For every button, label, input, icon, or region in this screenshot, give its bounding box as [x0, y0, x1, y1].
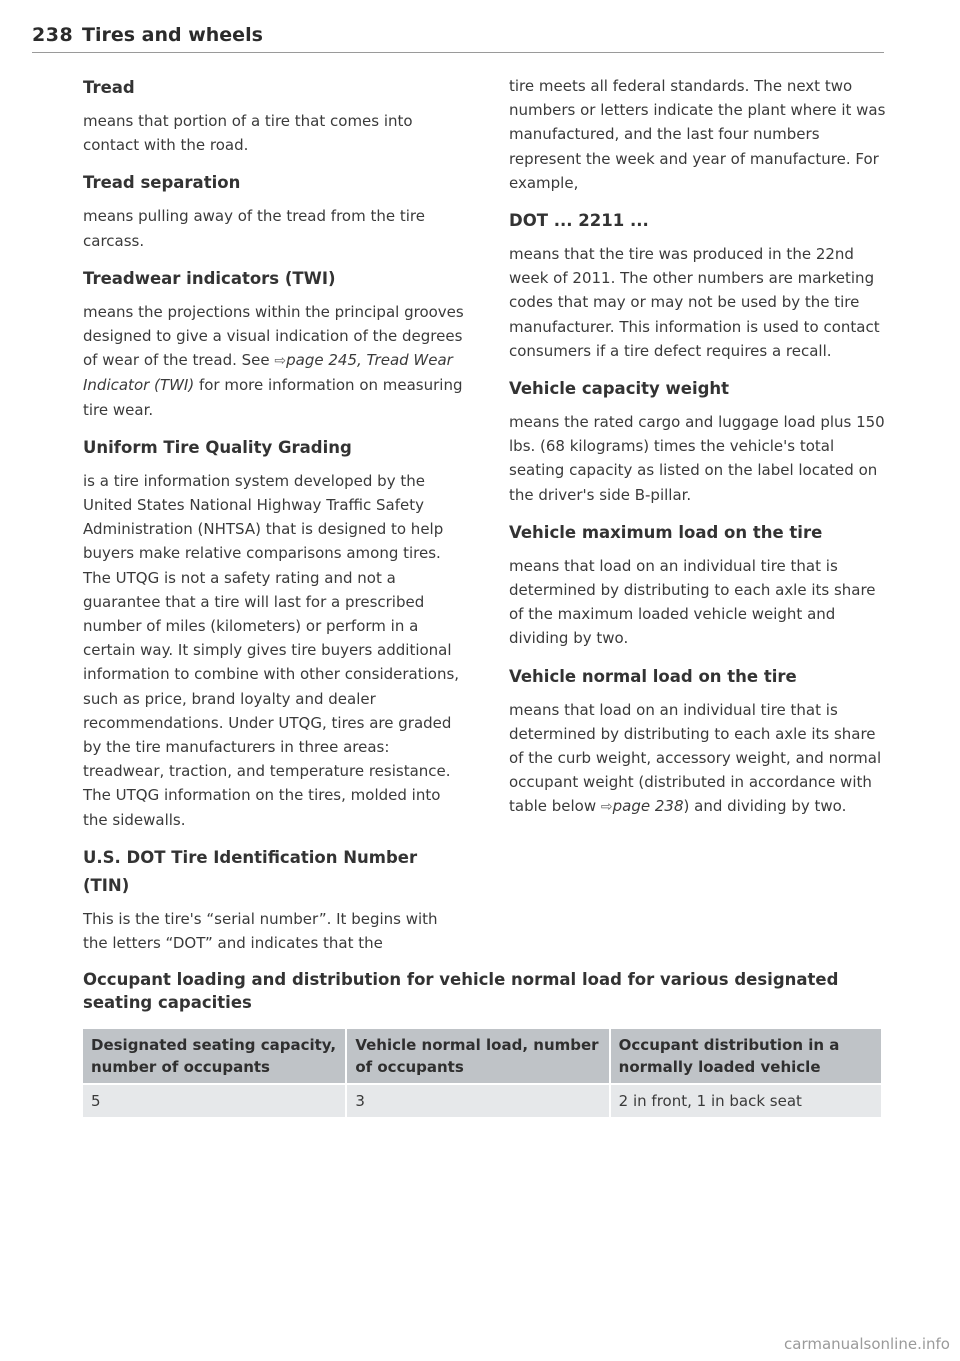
normal-load-text-end: ) and dividing by two.: [683, 797, 847, 816]
text-dot-example: means that the tire was produced in the 22nd week of 2011. The other numbers are marketing codes that may or may not be used by the tire manufacturer. This information is used to contact consumers if a tire defect requires a recall.: [509, 245, 880, 360]
page-reference-link[interactable]: page 238: [612, 797, 684, 816]
heading-vehicle-normal-load: Vehicle normal load on the tire: [509, 666, 797, 686]
page-reference-link[interactable]: page 245, Tread Wear Indicator (TWI): [83, 351, 453, 395]
page-number: 238: [32, 24, 74, 46]
table-cell: 5: [83, 1084, 346, 1117]
text-tread: means that portion of a tire that comes into contact with the road.: [83, 112, 413, 155]
treadwear-text-start: means the projections within the principal grooves designed to give a visual indication of the degrees of wear of the tread. See: [83, 302, 464, 370]
normal-load-text-start: means that load on an individual tire that is determined by distributing to each axle its share of the curb weight, accessory weight, and normal occupant weight (distributed in accordance with table below: [509, 700, 882, 816]
page-header: [32, 22, 884, 52]
heading-tread-separation: Tread separation: [83, 173, 241, 193]
text-vehicle-normal-load: [509, 698, 891, 820]
text-tread-separation: means pulling away of the tread from the tire carcass.: [83, 207, 425, 250]
text-vehicle-capacity-weight: means the rated cargo and luggage load plus 150 lbs. (68 kilograms) times the vehicle's total seating capacity as listed on the label located on the driver's side B-pillar.: [509, 413, 885, 504]
column-header-normal-load: Vehicle normal load, number of occupants: [346, 1029, 609, 1084]
table-row: [83, 1084, 881, 1117]
table-cell: 3: [346, 1084, 609, 1117]
text-dot-tin: This is the tire's “serial number”. It begins with the letters “DOT” and indicates that the: [83, 909, 438, 953]
table-header-row: [83, 1029, 881, 1084]
table-title: Occupant loading and distribution for vehicle normal load for various designated seating capacities: [83, 970, 839, 1012]
treadwear-text-end: for more information on measuring tire wear.: [83, 376, 463, 419]
table-cell: 2 in front, 1 in back seat: [610, 1084, 881, 1117]
dot-example-code: DOT ... 2211 ...: [509, 211, 649, 231]
watermark: carmanualsonline.info: [784, 1335, 950, 1353]
column-header-occupant-distribution: Occupant distribution in a normally loaded vehicle: [610, 1029, 881, 1084]
left-column: [83, 74, 465, 955]
text-dot-tin-continued: tire meets all federal standards. The next two numbers or letters indicate the plant where it was manufactured, and the last four numbers represent the week and year of manufacture. For example,: [509, 77, 886, 192]
section-title: Tires and wheels: [82, 24, 263, 46]
text-vehicle-max-load: means that load on an individual tire that is determined by distributing to each axle its share of the maximum loaded vehicle weight and dividing by two.: [509, 556, 876, 648]
heading-utqg: Uniform Tire Quality Grading: [83, 437, 352, 457]
header-divider: [32, 52, 884, 53]
heading-vehicle-capacity-weight: Vehicle capacity weight: [509, 379, 730, 399]
heading-tread: Tread: [83, 78, 135, 97]
occupant-distribution-table: [83, 1029, 881, 1117]
text-utqg: is a tire information system developed by the United States National Highway Traffic Safety Administration (NHTSA) that is designed to help buyers make relative comparisons among tires. The UTQG is not a safety rating and not a guarantee that a tire will last for a prescribed number of miles (kilometers) or perform in a certain way. It simply gives tire buyers additional information to combine with other considerations, such as price, brand loyalty and dealer recommendations. Under UTQG, tires are graded by the tire manufacturers in three areas: treadwear, traction, and temperature resistance. The UTQG information on the tires, molded into the sidewalls.: [83, 471, 460, 829]
heading-treadwear-indicators: Treadwear indicators (TWI): [83, 268, 336, 288]
page-reference-arrow-icon: ⇨: [600, 799, 613, 816]
page-reference-arrow-icon: ⇨: [274, 353, 287, 370]
column-header-seating-capacity: Designated seating capacity, number of occupants: [83, 1029, 346, 1084]
text-treadwear-indicators: [83, 300, 465, 422]
heading-dot-tin: U.S. DOT Tire Identification Number (TIN): [83, 847, 418, 895]
right-column: [509, 74, 891, 820]
heading-vehicle-max-load: Vehicle maximum load on the tire: [509, 522, 823, 542]
